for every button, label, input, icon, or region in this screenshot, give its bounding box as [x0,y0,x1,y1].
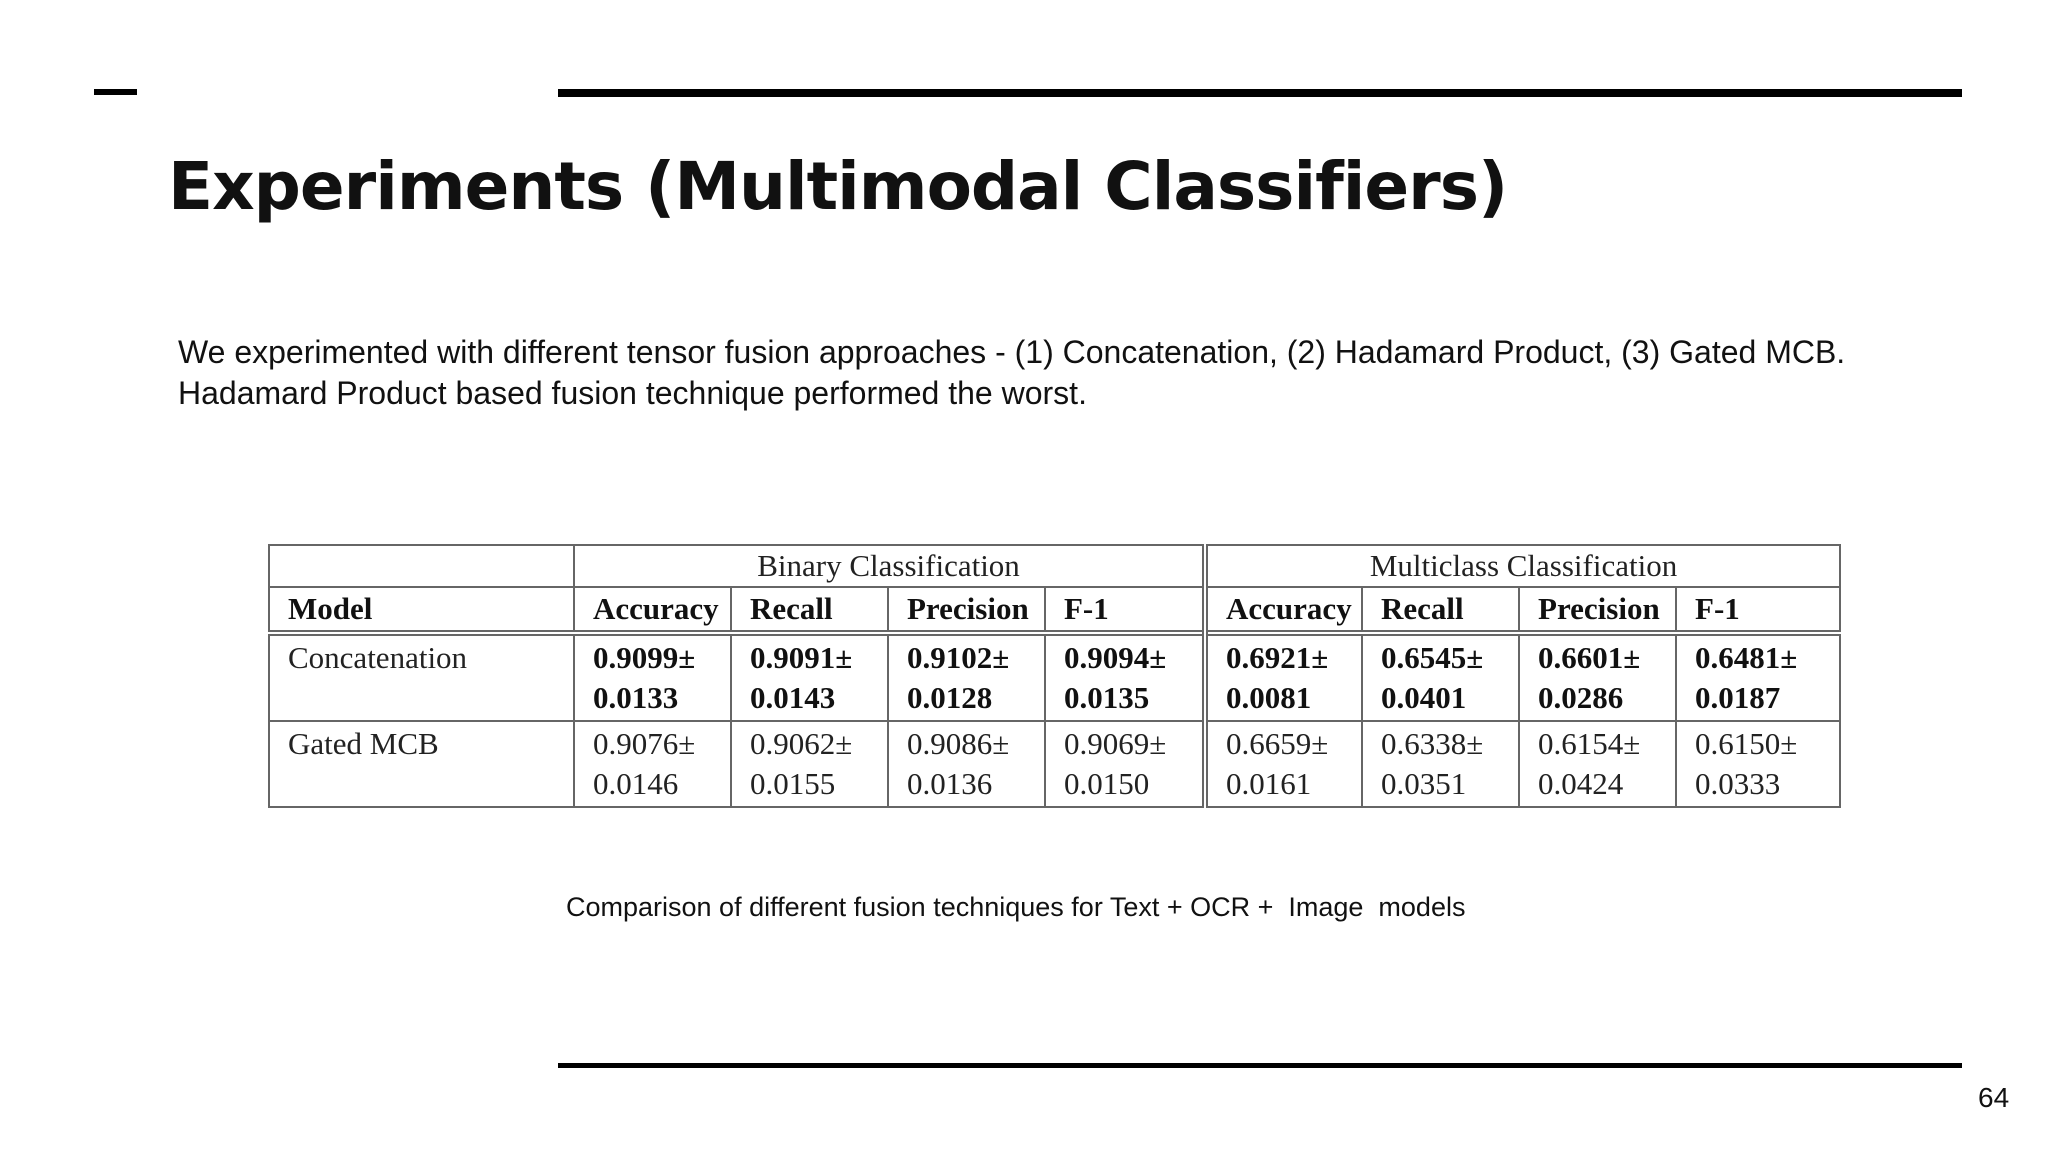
metric-cell: 0.6601± 0.0286 [1519,633,1676,721]
metric-cell: 0.6545± 0.0401 [1362,633,1519,721]
column-header-row [269,587,1840,633]
group-header-multiclass: Multiclass Classification [1205,545,1840,587]
body-line: Hadamard Product based fusion technique performed the worst. [178,375,1087,411]
model-cell: Concatenation [269,633,574,721]
metric-cell: 0.9102± 0.0128 [888,633,1045,721]
table-caption: Comparison of different fusion techniques for Text + OCR + Image models [566,892,1466,922]
metric-cell: 0.9086± 0.0136 [888,721,1045,807]
results-table [268,544,1841,808]
metric-cell: 0.6921± 0.0081 [1205,633,1362,721]
group-header-binary: Binary Classification [574,545,1205,587]
body-line: We experimented with different tensor fusion approaches - (1) Concatenation, (2) Hadamard Product, (3) Gated MCB. [178,334,1846,370]
top-rule [558,89,1962,97]
table-row [269,721,1840,807]
slide-title: Experiments (Multimodal Classifiers) [168,148,1508,225]
model-cell: Gated MCB [269,721,574,807]
header-f1: F-1 [1045,587,1205,633]
metric-cell: 0.6150± 0.0333 [1676,721,1840,807]
metric-cell: 0.9094± 0.0135 [1045,633,1205,721]
header-recall: Recall [1362,587,1519,633]
metric-cell: 0.6338± 0.0351 [1362,721,1519,807]
empty-header-cell [269,545,574,587]
bottom-rule [558,1063,1962,1068]
header-f1: F-1 [1676,587,1840,633]
group-header-row [269,545,1840,587]
metric-cell: 0.9076± 0.0146 [574,721,731,807]
top-left-dash [94,89,137,95]
header-precision: Precision [1519,587,1676,633]
header-recall: Recall [731,587,888,633]
metric-cell: 0.9099± 0.0133 [574,633,731,721]
metric-cell: 0.6154± 0.0424 [1519,721,1676,807]
header-accuracy: Accuracy [574,587,731,633]
model-header: Model [269,587,574,633]
table-row [269,633,1840,721]
header-accuracy: Accuracy [1205,587,1362,633]
metric-cell: 0.9091± 0.0143 [731,633,888,721]
header-precision: Precision [888,587,1045,633]
metric-cell: 0.6659± 0.0161 [1205,721,1362,807]
metric-cell: 0.9069± 0.0150 [1045,721,1205,807]
page-number: 64 [1978,1082,2010,1113]
metric-cell: 0.9062± 0.0155 [731,721,888,807]
slide-body [178,332,1978,414]
metric-cell: 0.6481± 0.0187 [1676,633,1840,721]
